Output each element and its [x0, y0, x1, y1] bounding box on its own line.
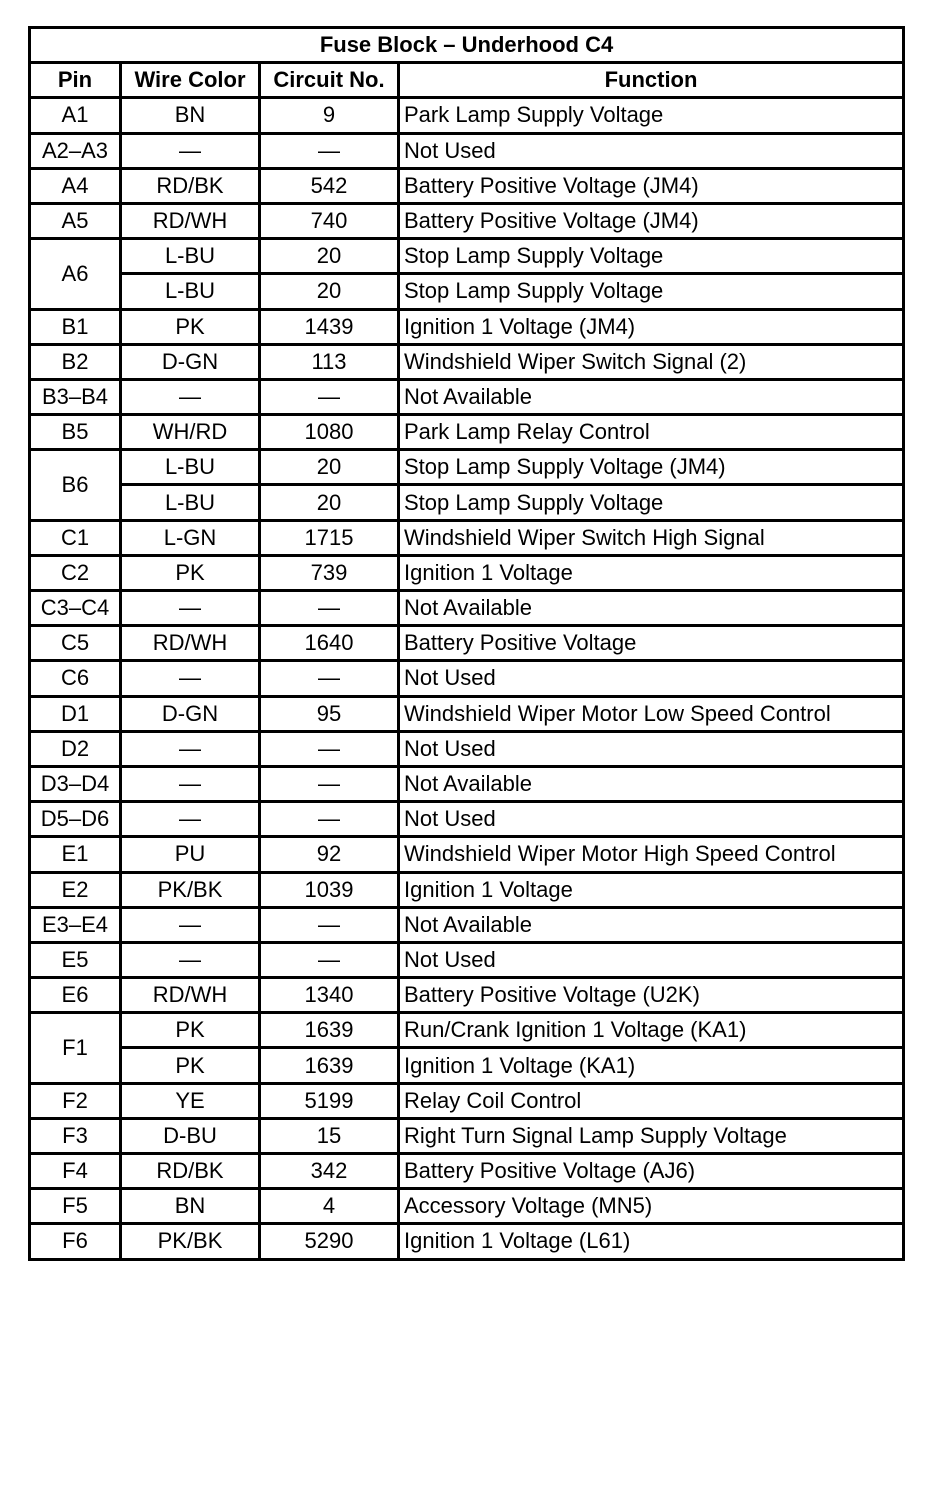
circuit-no-cell: 1639	[260, 1048, 399, 1083]
function-cell: Ignition 1 Voltage	[399, 872, 904, 907]
circuit-no-cell: 20	[260, 485, 399, 520]
pin-cell: E6	[30, 978, 121, 1013]
pin-cell: D3–D4	[30, 766, 121, 801]
function-cell: Stop Lamp Supply Voltage	[399, 274, 904, 309]
circuit-no-cell: 5199	[260, 1083, 399, 1118]
function-cell: Ignition 1 Voltage (L61)	[399, 1224, 904, 1259]
circuit-no-cell: 740	[260, 203, 399, 238]
table-row	[30, 1189, 904, 1224]
pin-cell: F5	[30, 1189, 121, 1224]
wire-color-cell: YE	[121, 1083, 260, 1118]
function-cell: Not Available	[399, 766, 904, 801]
function-cell: Windshield Wiper Motor High Speed Control	[399, 837, 904, 872]
table-title: Fuse Block – Underhood C4	[30, 28, 904, 63]
pin-cell: A5	[30, 203, 121, 238]
wire-color-cell: —	[121, 942, 260, 977]
function-cell: Run/Crank Ignition 1 Voltage (KA1)	[399, 1013, 904, 1048]
function-cell: Battery Positive Voltage (JM4)	[399, 203, 904, 238]
table-row	[30, 1224, 904, 1259]
table-row	[30, 661, 904, 696]
wire-color-cell: L-BU	[121, 450, 260, 485]
pin-cell: F1	[30, 1013, 121, 1083]
wire-color-cell: PK	[121, 555, 260, 590]
wire-color-cell: D-GN	[121, 696, 260, 731]
wire-color-cell: RD/WH	[121, 626, 260, 661]
table-row	[30, 168, 904, 203]
circuit-no-cell: 739	[260, 555, 399, 590]
circuit-no-cell: 15	[260, 1118, 399, 1153]
circuit-no-cell: 1039	[260, 872, 399, 907]
circuit-no-cell: —	[260, 907, 399, 942]
table-row	[30, 1118, 904, 1153]
pin-cell: E5	[30, 942, 121, 977]
pin-cell: D1	[30, 696, 121, 731]
table-row	[30, 696, 904, 731]
pin-cell: C5	[30, 626, 121, 661]
circuit-no-cell: 113	[260, 344, 399, 379]
pin-cell: A6	[30, 239, 121, 309]
table-row	[30, 133, 904, 168]
wire-color-cell: RD/WH	[121, 978, 260, 1013]
pin-cell: B5	[30, 415, 121, 450]
table-row	[30, 907, 904, 942]
function-cell: Stop Lamp Supply Voltage (JM4)	[399, 450, 904, 485]
function-cell: Battery Positive Voltage (JM4)	[399, 168, 904, 203]
pin-cell: B6	[30, 450, 121, 520]
function-cell: Battery Positive Voltage (AJ6)	[399, 1154, 904, 1189]
table-row	[30, 978, 904, 1013]
pin-cell: F2	[30, 1083, 121, 1118]
table-row	[30, 942, 904, 977]
wire-color-cell: PK	[121, 1013, 260, 1048]
function-cell: Windshield Wiper Motor Low Speed Control	[399, 696, 904, 731]
circuit-no-cell: 342	[260, 1154, 399, 1189]
function-cell: Not Used	[399, 133, 904, 168]
wire-color-cell: L-GN	[121, 520, 260, 555]
circuit-no-cell: —	[260, 133, 399, 168]
table-row	[30, 802, 904, 837]
circuit-no-cell: 1639	[260, 1013, 399, 1048]
table-row	[30, 98, 904, 133]
fuse-block-table	[28, 26, 905, 1261]
wire-color-cell: PK/BK	[121, 872, 260, 907]
circuit-no-cell: 1439	[260, 309, 399, 344]
pin-cell: A1	[30, 98, 121, 133]
circuit-no-cell: 1640	[260, 626, 399, 661]
pin-cell: F3	[30, 1118, 121, 1153]
function-cell: Not Used	[399, 661, 904, 696]
table-row	[30, 485, 904, 520]
circuit-no-cell: 92	[260, 837, 399, 872]
pin-cell: D2	[30, 731, 121, 766]
pin-cell: F6	[30, 1224, 121, 1259]
table-row	[30, 309, 904, 344]
header-circuit-no: Circuit No.	[260, 63, 399, 98]
table-row	[30, 1048, 904, 1083]
wire-color-cell: PK/BK	[121, 1224, 260, 1259]
wire-color-cell: PU	[121, 837, 260, 872]
circuit-no-cell: 1340	[260, 978, 399, 1013]
header-row	[30, 63, 904, 98]
table-row	[30, 1013, 904, 1048]
function-cell: Park Lamp Supply Voltage	[399, 98, 904, 133]
wire-color-cell: —	[121, 379, 260, 414]
wire-color-cell: L-BU	[121, 239, 260, 274]
table-row	[30, 415, 904, 450]
pin-cell: C1	[30, 520, 121, 555]
function-cell: Accessory Voltage (MN5)	[399, 1189, 904, 1224]
table-row	[30, 274, 904, 309]
table-row	[30, 731, 904, 766]
wire-color-cell: WH/RD	[121, 415, 260, 450]
function-cell: Battery Positive Voltage	[399, 626, 904, 661]
wire-color-cell: PK	[121, 1048, 260, 1083]
function-cell: Right Turn Signal Lamp Supply Voltage	[399, 1118, 904, 1153]
pin-cell: F4	[30, 1154, 121, 1189]
header-wire-color: Wire Color	[121, 63, 260, 98]
circuit-no-cell: 1080	[260, 415, 399, 450]
table-row	[30, 872, 904, 907]
table-row	[30, 1154, 904, 1189]
title-row	[30, 28, 904, 63]
function-cell: Relay Coil Control	[399, 1083, 904, 1118]
table-row	[30, 239, 904, 274]
wire-color-cell: —	[121, 731, 260, 766]
function-cell: Not Available	[399, 591, 904, 626]
header-pin: Pin	[30, 63, 121, 98]
pin-cell: D5–D6	[30, 802, 121, 837]
wire-color-cell: —	[121, 591, 260, 626]
wire-color-cell: —	[121, 661, 260, 696]
function-cell: Stop Lamp Supply Voltage	[399, 485, 904, 520]
function-cell: Park Lamp Relay Control	[399, 415, 904, 450]
wire-color-cell: L-BU	[121, 274, 260, 309]
circuit-no-cell: —	[260, 802, 399, 837]
circuit-no-cell: 20	[260, 239, 399, 274]
pin-cell: A4	[30, 168, 121, 203]
pin-cell: B1	[30, 309, 121, 344]
function-cell: Ignition 1 Voltage (KA1)	[399, 1048, 904, 1083]
wire-color-cell: RD/BK	[121, 168, 260, 203]
pin-cell: B2	[30, 344, 121, 379]
table-row	[30, 450, 904, 485]
function-cell: Not Used	[399, 802, 904, 837]
function-cell: Not Available	[399, 379, 904, 414]
function-cell: Windshield Wiper Switch High Signal	[399, 520, 904, 555]
pin-cell: A2–A3	[30, 133, 121, 168]
wire-color-cell: —	[121, 133, 260, 168]
circuit-no-cell: —	[260, 731, 399, 766]
table-row	[30, 837, 904, 872]
pin-cell: E1	[30, 837, 121, 872]
table-row	[30, 591, 904, 626]
header-function: Function	[399, 63, 904, 98]
pin-cell: B3–B4	[30, 379, 121, 414]
table-row	[30, 344, 904, 379]
table-row	[30, 203, 904, 238]
function-cell: Battery Positive Voltage (U2K)	[399, 978, 904, 1013]
function-cell: Ignition 1 Voltage	[399, 555, 904, 590]
wire-color-cell: —	[121, 766, 260, 801]
circuit-no-cell: —	[260, 942, 399, 977]
circuit-no-cell: 20	[260, 450, 399, 485]
pin-cell: E3–E4	[30, 907, 121, 942]
circuit-no-cell: —	[260, 379, 399, 414]
table-row	[30, 555, 904, 590]
table-row	[30, 379, 904, 414]
circuit-no-cell: —	[260, 661, 399, 696]
function-cell: Not Used	[399, 731, 904, 766]
pin-cell: C6	[30, 661, 121, 696]
function-cell: Ignition 1 Voltage (JM4)	[399, 309, 904, 344]
wire-color-cell: —	[121, 802, 260, 837]
function-cell: Windshield Wiper Switch Signal (2)	[399, 344, 904, 379]
wire-color-cell: L-BU	[121, 485, 260, 520]
pin-cell: C3–C4	[30, 591, 121, 626]
circuit-no-cell: 95	[260, 696, 399, 731]
circuit-no-cell: 20	[260, 274, 399, 309]
table-body	[30, 98, 904, 1259]
circuit-no-cell: —	[260, 591, 399, 626]
circuit-no-cell: 542	[260, 168, 399, 203]
wire-color-cell: D-GN	[121, 344, 260, 379]
wire-color-cell: PK	[121, 309, 260, 344]
wire-color-cell: RD/WH	[121, 203, 260, 238]
wire-color-cell: BN	[121, 1189, 260, 1224]
circuit-no-cell: 9	[260, 98, 399, 133]
circuit-no-cell: 1715	[260, 520, 399, 555]
pin-cell: E2	[30, 872, 121, 907]
pin-cell: C2	[30, 555, 121, 590]
function-cell: Not Used	[399, 942, 904, 977]
function-cell: Stop Lamp Supply Voltage	[399, 239, 904, 274]
table-row	[30, 520, 904, 555]
table-row	[30, 1083, 904, 1118]
wire-color-cell: D-BU	[121, 1118, 260, 1153]
circuit-no-cell: 4	[260, 1189, 399, 1224]
wire-color-cell: —	[121, 907, 260, 942]
wire-color-cell: BN	[121, 98, 260, 133]
circuit-no-cell: 5290	[260, 1224, 399, 1259]
table-row	[30, 626, 904, 661]
wire-color-cell: RD/BK	[121, 1154, 260, 1189]
circuit-no-cell: —	[260, 766, 399, 801]
table-row	[30, 766, 904, 801]
function-cell: Not Available	[399, 907, 904, 942]
